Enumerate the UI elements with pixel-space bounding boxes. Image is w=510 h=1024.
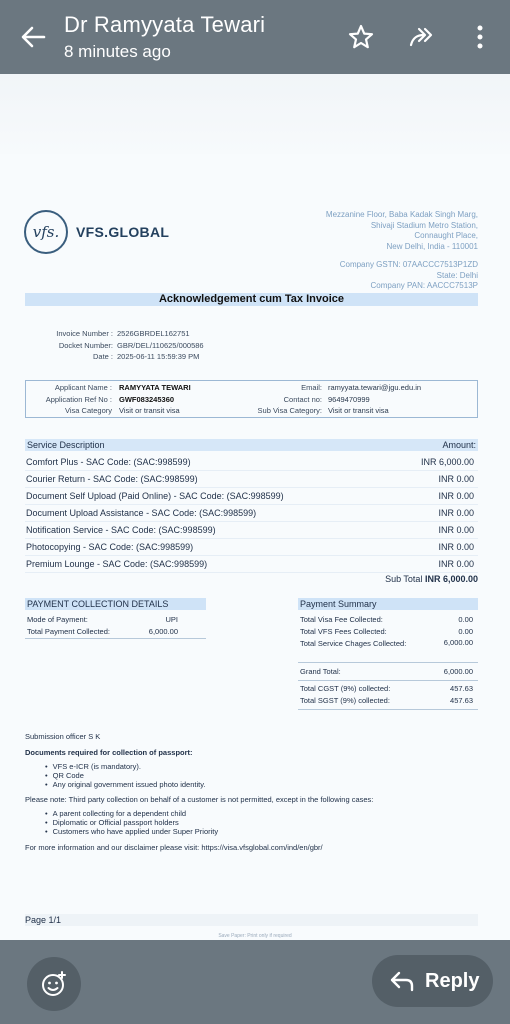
application-ref: GWF083245360 — [119, 394, 175, 404]
service-description: Photocopying - SAC Code: (SAC:998599) — [26, 542, 194, 552]
service-amount: INR 0.00 — [438, 474, 474, 484]
visa-category: Visit or transit visa — [119, 406, 180, 415]
invoice-number-label: Invoice Number : — [56, 329, 113, 338]
page-number: Page 1/1 — [25, 914, 478, 926]
vfs-logo — [24, 210, 169, 254]
vfs-logo-name: VFS.GLOBAL — [76, 224, 170, 240]
service-amount: INR 6,000.00 — [420, 457, 474, 467]
reply-label: Reply — [425, 969, 480, 992]
sender-name: Dr Ramyyata Tewari — [64, 12, 266, 37]
applicant-name-label: Applicant Name : — [54, 383, 112, 392]
divider — [298, 680, 478, 681]
subtotal-value: INR 6,000.00 — [424, 574, 478, 584]
sub-visa-label: Sub Visa Category: — [257, 406, 322, 415]
reply-button[interactable] — [372, 955, 493, 1007]
applicant-details — [25, 380, 478, 418]
list-item: • Any original government issued photo identity. — [45, 780, 485, 789]
grand-total-label: Grand Total: — [300, 667, 341, 676]
sub-visa-value: Visit or transit visa — [328, 406, 389, 415]
service-description: Document Self Upload (Paid Online) - SAC Code: (SAC:998599) — [26, 491, 284, 501]
amount-heading: Amount: — [442, 440, 476, 450]
submission-officer: Submission officer S K — [25, 732, 101, 741]
third-party-note: Please note: Third party collection on behalf of a customer is not permitted, except in the following cases: — [25, 795, 374, 805]
divider — [298, 709, 478, 710]
list-item: • QR Code — [45, 771, 485, 780]
company-gstn: Company GSTN: 07AACCC7513P1ZD — [339, 260, 478, 269]
invoice-date: 2025-06-11 15:59:39 PM — [117, 352, 200, 361]
document-top-margin — [0, 74, 510, 154]
payment-summary — [298, 598, 478, 712]
services-header — [25, 439, 478, 451]
services-list — [25, 454, 478, 573]
forward-icon[interactable] — [408, 22, 438, 52]
company-address — [326, 210, 478, 292]
address-line: New Delhi, India - 110001 — [386, 241, 478, 251]
address-line: Connaught Place, — [414, 231, 478, 240]
divider — [298, 662, 478, 663]
service-description: Premium Lounge - SAC Code: (SAC:998599) — [26, 559, 208, 569]
total-collected: 6,000.00 — [148, 627, 178, 636]
visa-category-label: Visa Category — [65, 406, 112, 415]
grand-total: 6,000.00 — [443, 667, 473, 676]
service-row — [25, 522, 478, 539]
service-amount: INR 0.00 — [438, 542, 474, 552]
address-line: Mezzanine Floor, Baba Kadak Singh Marg, — [325, 210, 478, 219]
docket-number-label: Docket Number: — [58, 340, 113, 350]
service-description: Document Upload Assistance - SAC Code: (SAC:998599) — [26, 508, 257, 518]
company-pan: Company PAN: AACCC7513P — [370, 281, 478, 290]
service-row — [25, 505, 478, 522]
invoice-number: 2526GBRDEL162751 — [117, 329, 190, 338]
service-description: Courier Return - SAC Code: (SAC:998599) — [26, 474, 198, 484]
summary-value: 0.00 — [458, 615, 473, 624]
service-amount: INR 0.00 — [438, 559, 474, 569]
service-description: Comfort Plus - SAC Code: (SAC:998599) — [26, 457, 191, 467]
company-state: State: Delhi — [436, 270, 478, 280]
more-vertical-icon[interactable] — [465, 22, 495, 52]
summary-value: 6,000.00 — [443, 638, 473, 647]
service-row — [25, 556, 478, 573]
service-amount: INR 0.00 — [438, 491, 474, 501]
reply-icon — [389, 970, 415, 992]
save-paper-note: Save Paper: Print only if required — [218, 933, 292, 939]
payment-summary-title: Payment Summary — [298, 598, 478, 610]
list-item: • VFS e-ICR (is mandatory). — [45, 762, 485, 771]
invoice-document — [0, 154, 510, 940]
more-info-note: For more information and our disclaimer please visit: https://visa.vfsglobal.com/ind/en/gbr/ — [25, 842, 323, 852]
sgst-value: 457.63 — [450, 696, 473, 705]
summary-label: Total Service Chages Collected: — [300, 639, 407, 648]
documents-list — [45, 762, 485, 790]
exception-cases-list — [45, 809, 485, 837]
applicant-name: RAMYYATA TEWARI — [119, 383, 191, 392]
payment-mode: UPI — [165, 615, 178, 624]
service-row — [25, 454, 478, 471]
summary-value: 0.00 — [458, 627, 473, 636]
bottom-action-bar — [0, 940, 510, 1024]
invoice-date-label: Date : — [92, 352, 113, 361]
total-collected-label: Total Payment Collected: — [27, 627, 110, 636]
service-row — [25, 539, 478, 556]
list-item: • Diplomatic or Official passport holders — [45, 818, 485, 827]
payment-collection-title: PAYMENT COLLECTION DETAILS — [25, 598, 206, 610]
service-row — [25, 471, 478, 488]
cgst-value: 457.63 — [450, 684, 473, 693]
invoice-details — [30, 328, 204, 363]
email-value: ramyyata.tewari@jgu.edu.in — [328, 383, 422, 392]
cgst-label: Total CGST (9%) collected: — [300, 684, 391, 693]
add-reaction-icon — [40, 970, 68, 998]
list-item: • Customers who have applied under Super Priority — [45, 827, 485, 836]
email-label: Email: — [301, 383, 322, 392]
vfs-logo-mark: vfs. — [24, 210, 68, 254]
notes-section — [25, 732, 485, 852]
service-amount: INR 0.00 — [438, 525, 474, 535]
service-description-heading: Service Description — [27, 440, 105, 450]
summary-label: Total VFS Fees Collected: — [300, 627, 387, 636]
contact-label: Contact no: — [283, 394, 322, 404]
documents-required-title: Documents required for collection of passport: — [25, 748, 193, 758]
service-description: Notification Service - SAC Code: (SAC:998599) — [26, 525, 216, 535]
message-time: 8 minutes ago — [64, 42, 171, 61]
subtotal — [385, 574, 478, 584]
list-item: • A parent collecting for a dependent child — [45, 809, 485, 818]
subtotal-label: Sub Total — [385, 574, 423, 584]
summary-label: Total Visa Fee Collected: — [300, 615, 383, 624]
top-app-bar — [0, 0, 510, 74]
application-ref-label: Application Ref No : — [45, 394, 112, 404]
divider — [25, 638, 206, 639]
add-reaction-button[interactable] — [27, 957, 81, 1011]
back-arrow-icon[interactable] — [18, 22, 48, 52]
sgst-label: Total SGST (9%) collected: — [300, 696, 390, 705]
payment-mode-label: Mode of Payment: — [27, 615, 88, 624]
address-line: Shivaji Stadium Metro Station, — [370, 220, 478, 230]
document-title: Acknowledgement cum Tax Invoice — [25, 293, 478, 306]
docket-number: GBR/DEL/110625/000586 — [117, 340, 204, 350]
star-icon[interactable] — [346, 22, 376, 52]
payment-collection-details — [25, 598, 206, 641]
service-row — [25, 488, 478, 505]
service-amount: INR 0.00 — [438, 508, 474, 518]
contact-value: 9649470999 — [328, 394, 370, 404]
